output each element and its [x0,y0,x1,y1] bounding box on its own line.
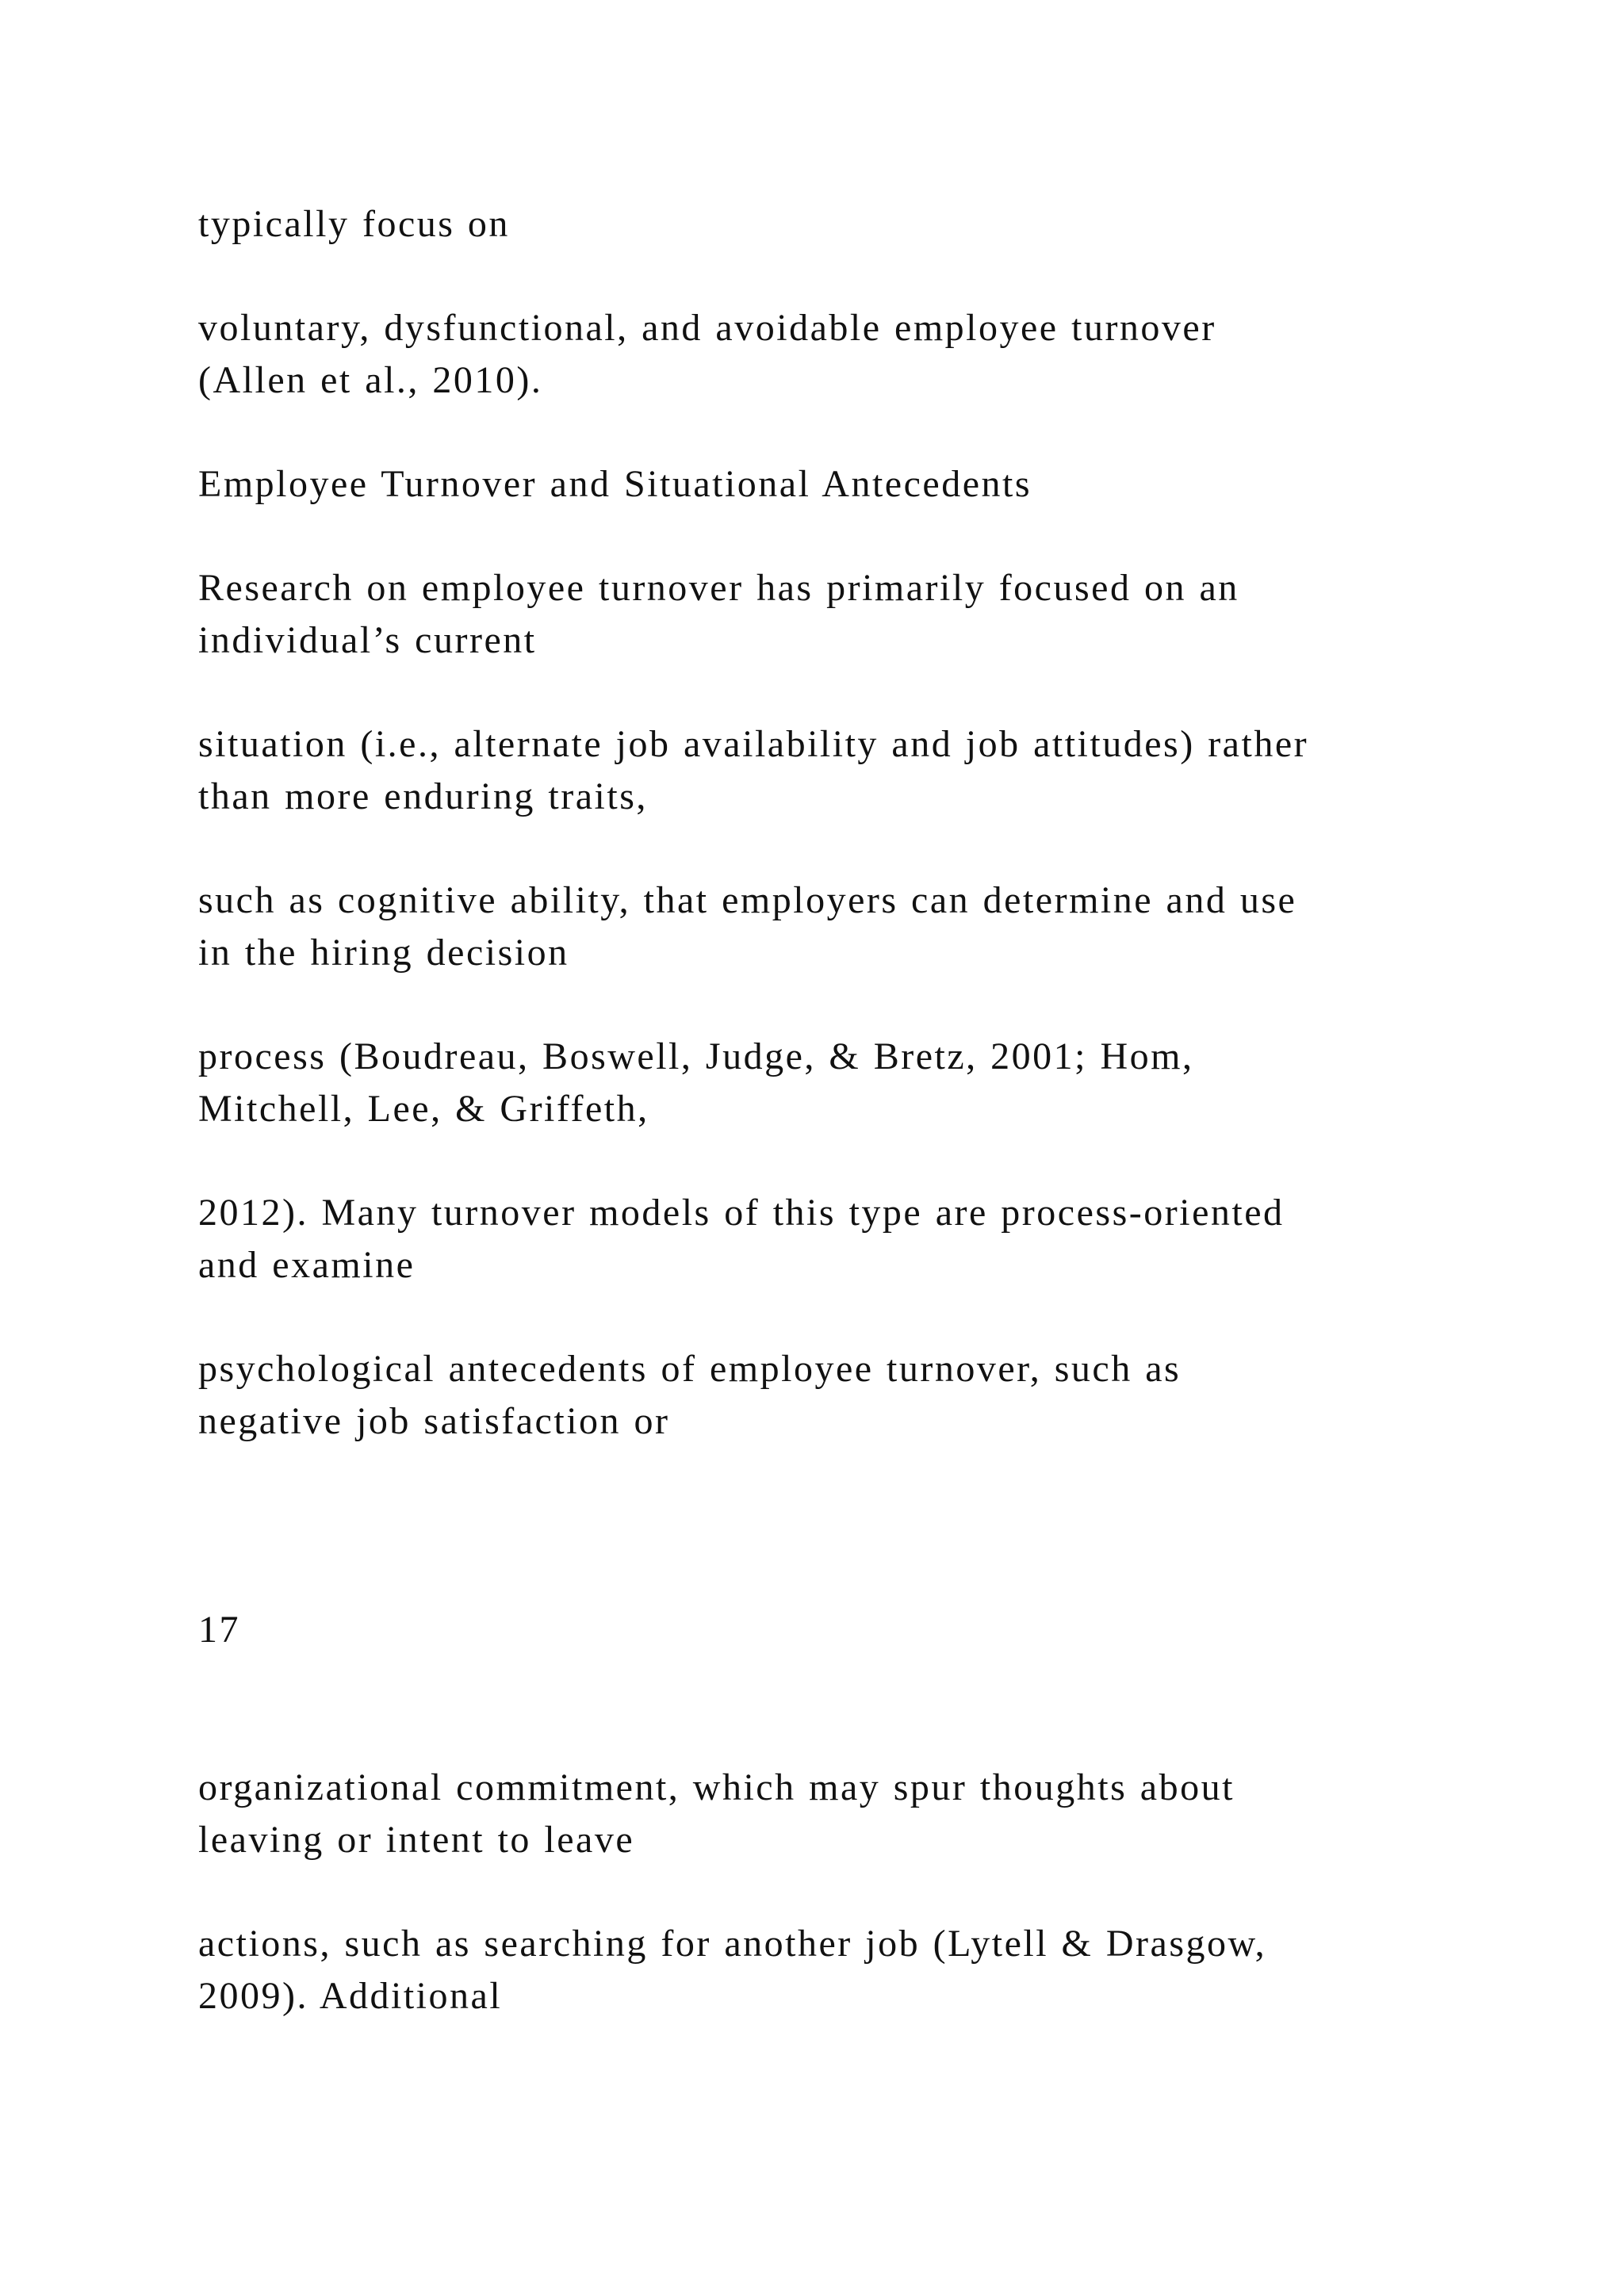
text-line: typically focus on [198,203,510,245]
text-line: voluntary, dysfunctional, and avoidable employee turnover [198,307,1216,349]
text-line: and examine [198,1244,416,1286]
text-line: such as cognitive ability, that employers can determine and use [198,879,1297,921]
text-line: process (Boudreau, Boswell, Judge, & Bretz, 2001; Hom, [198,1035,1194,1077]
text-line: (Allen et al., 2010). [198,359,543,401]
text-line: Research on employee turnover has primarily focused on an [198,567,1239,609]
text-line: negative job satisfaction or [198,1400,670,1442]
text-line: 2012). Many turnover models of this type are process-oriented [198,1192,1285,1234]
text-line: Mitchell, Lee, & Griffeth, [198,1088,649,1130]
text-line: situation (i.e., alternate job availability and job attitudes) rather [198,723,1309,765]
text-line: psychological antecedents of employee turnover, such as [198,1348,1182,1390]
text-line: leaving or intent to leave [198,1819,635,1861]
page-number: 17 [198,1609,240,1651]
text-line: 2009). Additional [198,1975,503,2017]
text-line: in the hiring decision [198,932,569,974]
text-line: than more enduring traits, [198,775,648,817]
text-line: organizational commitment, which may spur thoughts about [198,1766,1235,1808]
section-heading: Employee Turnover and Situational Antecedents [198,463,1032,505]
text-line: actions, such as searching for another job (Lytell & Drasgow, [198,1923,1267,1965]
text-line: individual’s current [198,619,537,661]
